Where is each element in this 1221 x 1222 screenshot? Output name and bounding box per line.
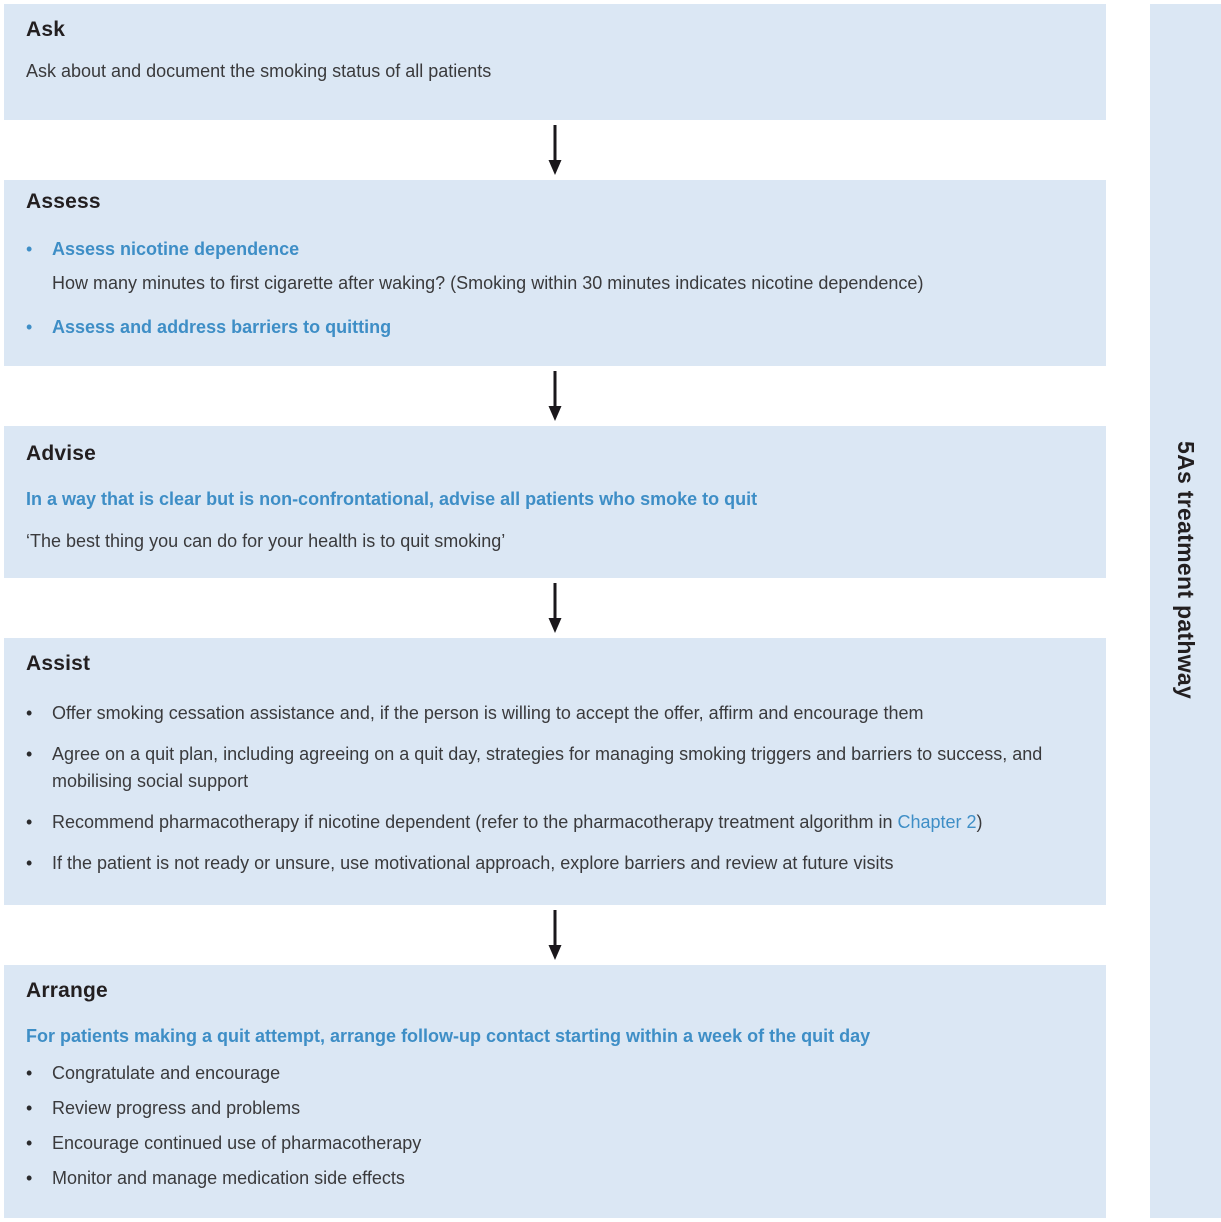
- box-ask-title: Ask: [26, 18, 66, 41]
- chapter-2-link[interactable]: Chapter 2: [897, 812, 977, 832]
- bullet-icon: •: [26, 1098, 33, 1118]
- arrange-bullet-review: Review progress and problems: [52, 1098, 301, 1118]
- flow-gap-3: [4, 578, 1106, 638]
- assess-bullet-barriers: Assess and address barriers to quitting: [52, 317, 392, 337]
- bullet-icon: •: [26, 1063, 33, 1083]
- list-item: [26, 1062, 1076, 1084]
- bullet-icon: •: [26, 239, 33, 259]
- assist-bullet-pharmacotherapy: [52, 809, 983, 836]
- pathway-sidebar: [1150, 4, 1221, 1218]
- arrow-down-icon: [547, 371, 563, 421]
- bullet-icon: •: [26, 812, 33, 832]
- list-item: [26, 1167, 1076, 1189]
- advise-quote-text: ‘The best thing you can do for your health is to quit smoking’: [26, 531, 506, 551]
- box-assist: [4, 638, 1106, 905]
- flow-column: [4, 4, 1106, 1218]
- bullet-icon: •: [26, 1168, 33, 1188]
- bullet-icon: •: [26, 853, 33, 873]
- assess-note-text: How many minutes to first cigarette after waking? (Smoking within 30 minutes indicates nicotine dependence): [52, 273, 924, 293]
- flow-gap-1: [4, 120, 1106, 180]
- list-item: [26, 1097, 1076, 1119]
- list-item: [26, 741, 1076, 795]
- arrange-bullet-monitor: Monitor and manage medication side effects: [52, 1168, 405, 1188]
- assist-bullet-pharmacotherapy-post: ): [976, 812, 983, 832]
- list-item: [26, 1132, 1076, 1154]
- sidebar-pathway-label: 5As treatment pathway: [1173, 440, 1199, 700]
- box-ask: [4, 4, 1106, 120]
- bullet-icon: •: [26, 317, 33, 337]
- arrange-bullet-encourage-pharmacotherapy: Encourage continued use of pharmacotherapy: [52, 1133, 422, 1153]
- box-advise: [4, 426, 1106, 578]
- assist-bullet-quit-plan: Agree on a quit plan, including agreeing on a quit day, strategies for managing smoking triggers and barriers to success, and mobilising social support: [52, 744, 1043, 791]
- list-item: [26, 850, 1076, 877]
- list-item: [26, 316, 1076, 338]
- arrange-lead-text: For patients making a quit attempt, arrange follow-up contact starting within a week of the quit day: [26, 1026, 871, 1046]
- list-item: [26, 700, 1076, 727]
- assess-bullet-nicotine-dependence: Assess nicotine dependence: [52, 239, 300, 259]
- arrow-down-icon: [547, 583, 563, 633]
- box-advise-title: Advise: [26, 442, 97, 465]
- advise-lead-text: In a way that is clear but is non-confrontational, advise all patients who smoke to quit: [26, 489, 758, 509]
- assist-bullet-pharmacotherapy-pre: Recommend pharmacotherapy if nicotine dependent (refer to the pharmacotherapy treatment algorithm in: [52, 812, 898, 832]
- list-item: [26, 238, 1076, 260]
- arrow-down-icon: [547, 125, 563, 175]
- assist-bullet-not-ready: If the patient is not ready or unsure, use motivational approach, explore barriers and review at future visits: [52, 853, 894, 873]
- box-arrange-title: Arrange: [26, 979, 108, 1002]
- box-assist-title: Assist: [26, 652, 91, 675]
- ask-body-text: Ask about and document the smoking status of all patients: [26, 61, 492, 81]
- list-item: [26, 809, 1076, 836]
- arrange-bullet-congratulate: Congratulate and encourage: [52, 1063, 281, 1083]
- bullet-icon: •: [26, 1133, 33, 1153]
- flow-gap-2: [4, 366, 1106, 426]
- box-assess: [4, 180, 1106, 366]
- flow-gap-4: [4, 905, 1106, 965]
- box-arrange: [4, 965, 1106, 1218]
- box-assess-title: Assess: [26, 190, 101, 213]
- bullet-icon: •: [26, 703, 33, 723]
- bullet-icon: •: [26, 744, 33, 764]
- assist-bullet-offer: Offer smoking cessation assistance and, if the person is willing to accept the offer, affirm and encourage them: [52, 703, 924, 723]
- arrow-down-icon: [547, 910, 563, 960]
